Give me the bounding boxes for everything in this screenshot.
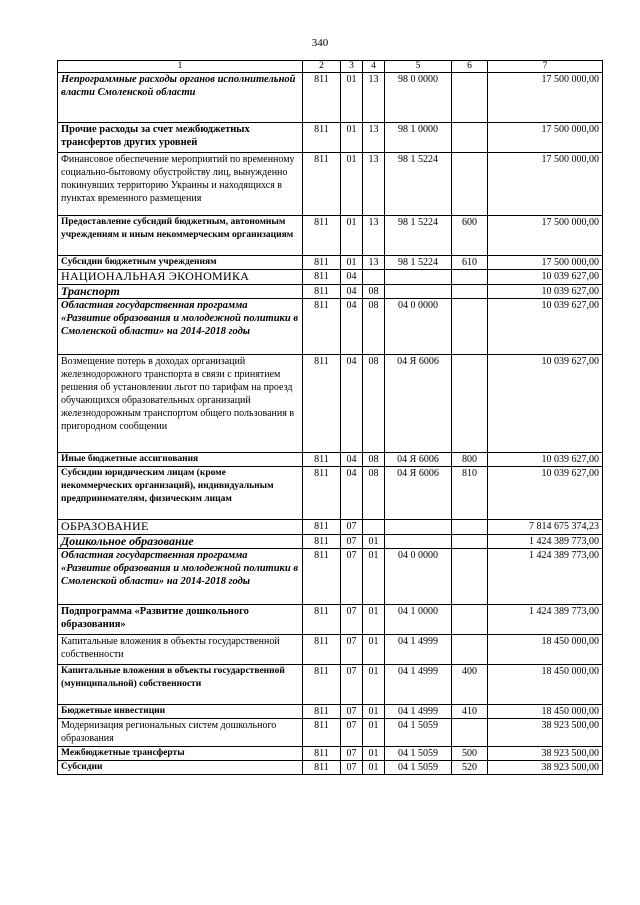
table-row bbox=[58, 520, 603, 535]
row-name-cell: Областная государственная программа «Развитие образования и молодежной политики в Смоленской области» на 2014-2018 годы bbox=[58, 549, 303, 605]
row-subsection-cell: 01 bbox=[363, 761, 385, 775]
row-section-cell: 04 bbox=[341, 453, 363, 467]
row-target-code-cell: 04 1 0000 bbox=[385, 605, 452, 635]
table-row bbox=[58, 605, 603, 635]
row-section-cell: 07 bbox=[341, 747, 363, 761]
row-admin-code-cell: 811 bbox=[303, 665, 341, 705]
row-admin-code-cell: 811 bbox=[303, 123, 341, 153]
row-section-cell: 01 bbox=[341, 73, 363, 123]
table-header-row bbox=[58, 61, 603, 73]
row-admin-code-cell: 811 bbox=[303, 705, 341, 719]
row-name-cell: Субсидии юридическим лицам (кроме некоммерческих организаций), индивидуальным предпринимателям, физическим лицам bbox=[58, 467, 303, 520]
header-cell: 2 bbox=[303, 61, 341, 73]
row-target-code-cell bbox=[385, 535, 452, 549]
row-expense-type-cell: 520 bbox=[452, 761, 488, 775]
table-row bbox=[58, 270, 603, 285]
row-expense-type-cell bbox=[452, 520, 488, 535]
budget-table bbox=[57, 60, 603, 775]
row-section-cell: 01 bbox=[341, 216, 363, 256]
row-expense-type-cell bbox=[452, 605, 488, 635]
row-name-cell: Бюджетные инвестиции bbox=[58, 705, 303, 719]
row-subsection-cell: 01 bbox=[363, 747, 385, 761]
row-name-cell: Предоставление субсидий бюджетным, автономным учреждениям и иным некоммерческим организациям bbox=[58, 216, 303, 256]
row-amount-cell: 17 500 000,00 bbox=[488, 256, 603, 270]
row-target-code-cell: 04 Я 6006 bbox=[385, 467, 452, 520]
row-section-cell: 04 bbox=[341, 299, 363, 355]
row-section-cell: 01 bbox=[341, 256, 363, 270]
row-section-cell: 07 bbox=[341, 605, 363, 635]
row-name-cell: Прочие расходы за счет межбюджетных трансфертов других уровней bbox=[58, 123, 303, 153]
row-amount-cell: 38 923 500,00 bbox=[488, 747, 603, 761]
row-admin-code-cell: 811 bbox=[303, 747, 341, 761]
row-admin-code-cell: 811 bbox=[303, 635, 341, 665]
row-name-cell: Непрограммные расходы органов исполнительной власти Смоленской области bbox=[58, 73, 303, 123]
row-name-cell: Капитальные вложения в объекты государственной (муниципальной) собственности bbox=[58, 665, 303, 705]
row-expense-type-cell bbox=[452, 635, 488, 665]
header-cell: 3 bbox=[341, 61, 363, 73]
row-target-code-cell: 98 0 0000 bbox=[385, 73, 452, 123]
row-admin-code-cell: 811 bbox=[303, 605, 341, 635]
row-expense-type-cell: 800 bbox=[452, 453, 488, 467]
row-amount-cell: 38 923 500,00 bbox=[488, 719, 603, 747]
row-target-code-cell: 04 1 5059 bbox=[385, 761, 452, 775]
row-amount-cell: 18 450 000,00 bbox=[488, 635, 603, 665]
row-admin-code-cell: 811 bbox=[303, 535, 341, 549]
row-target-code-cell: 04 Я 6006 bbox=[385, 355, 452, 453]
row-amount-cell: 10 039 627,00 bbox=[488, 467, 603, 520]
row-target-code-cell: 98 1 0000 bbox=[385, 123, 452, 153]
row-expense-type-cell bbox=[452, 299, 488, 355]
table-row bbox=[58, 719, 603, 747]
row-subsection-cell: 13 bbox=[363, 123, 385, 153]
row-section-cell: 07 bbox=[341, 719, 363, 747]
row-amount-cell: 10 039 627,00 bbox=[488, 453, 603, 467]
row-section-cell: 07 bbox=[341, 535, 363, 549]
row-admin-code-cell: 811 bbox=[303, 153, 341, 216]
row-section-cell: 04 bbox=[341, 285, 363, 299]
table-row bbox=[58, 747, 603, 761]
row-expense-type-cell bbox=[452, 535, 488, 549]
table-row bbox=[58, 665, 603, 705]
row-name-cell: НАЦИОНАЛЬНАЯ ЭКОНОМИКА bbox=[58, 270, 303, 285]
page-number: 340 bbox=[311, 37, 329, 49]
table-row bbox=[58, 355, 603, 453]
table-row bbox=[58, 453, 603, 467]
row-target-code-cell: 04 1 5059 bbox=[385, 747, 452, 761]
row-section-cell: 07 bbox=[341, 665, 363, 705]
row-section-cell: 07 bbox=[341, 635, 363, 665]
row-target-code-cell: 04 Я 6006 bbox=[385, 453, 452, 467]
row-section-cell: 04 bbox=[341, 467, 363, 520]
table-row bbox=[58, 216, 603, 256]
table-row bbox=[58, 153, 603, 216]
row-amount-cell: 1 424 389 773,00 bbox=[488, 605, 603, 635]
row-subsection-cell bbox=[363, 270, 385, 285]
row-admin-code-cell: 811 bbox=[303, 299, 341, 355]
row-target-code-cell: 04 1 5059 bbox=[385, 719, 452, 747]
row-amount-cell: 10 039 627,00 bbox=[488, 299, 603, 355]
table-row bbox=[58, 73, 603, 123]
row-amount-cell: 1 424 389 773,00 bbox=[488, 549, 603, 605]
header-cell: 4 bbox=[363, 61, 385, 73]
table-row bbox=[58, 761, 603, 775]
row-subsection-cell: 01 bbox=[363, 719, 385, 747]
header-cell: 5 bbox=[385, 61, 452, 73]
row-target-code-cell: 04 0 0000 bbox=[385, 549, 452, 605]
row-admin-code-cell: 811 bbox=[303, 256, 341, 270]
row-name-cell: Транспорт bbox=[58, 285, 303, 299]
row-subsection-cell bbox=[363, 520, 385, 535]
row-amount-cell: 17 500 000,00 bbox=[488, 123, 603, 153]
row-admin-code-cell: 811 bbox=[303, 549, 341, 605]
row-amount-cell: 38 923 500,00 bbox=[488, 761, 603, 775]
row-amount-cell: 17 500 000,00 bbox=[488, 73, 603, 123]
row-section-cell: 04 bbox=[341, 270, 363, 285]
row-amount-cell: 17 500 000,00 bbox=[488, 216, 603, 256]
row-name-cell: Финансовое обеспечение мероприятий по временному социально-бытовому обустройству лиц, вынужденно покинувших территорию Украины и находящихся в пунктах временного размещения bbox=[58, 153, 303, 216]
row-amount-cell: 7 814 675 374,23 bbox=[488, 520, 603, 535]
header-cell: 1 bbox=[58, 61, 303, 73]
row-amount-cell: 10 039 627,00 bbox=[488, 270, 603, 285]
row-name-cell: Областная государственная программа «Развитие образования и молодежной политики в Смоленской области» на 2014-2018 годы bbox=[58, 299, 303, 355]
row-amount-cell: 10 039 627,00 bbox=[488, 355, 603, 453]
row-target-code-cell: 98 1 5224 bbox=[385, 256, 452, 270]
row-name-cell: Межбюджетные трансферты bbox=[58, 747, 303, 761]
row-subsection-cell: 01 bbox=[363, 549, 385, 605]
row-target-code-cell: 04 0 0000 bbox=[385, 299, 452, 355]
row-expense-type-cell bbox=[452, 285, 488, 299]
row-amount-cell: 17 500 000,00 bbox=[488, 153, 603, 216]
table-row bbox=[58, 285, 603, 299]
table-row bbox=[58, 549, 603, 605]
row-subsection-cell: 08 bbox=[363, 299, 385, 355]
row-name-cell: Дошкольное образование bbox=[58, 535, 303, 549]
row-target-code-cell: 04 1 4999 bbox=[385, 635, 452, 665]
row-subsection-cell: 01 bbox=[363, 605, 385, 635]
row-subsection-cell: 13 bbox=[363, 73, 385, 123]
table-row bbox=[58, 535, 603, 549]
row-section-cell: 01 bbox=[341, 123, 363, 153]
row-target-code-cell bbox=[385, 520, 452, 535]
row-name-cell: Капитальные вложения в объекты государственной собственности bbox=[58, 635, 303, 665]
row-target-code-cell: 98 1 5224 bbox=[385, 216, 452, 256]
row-name-cell: Иные бюджетные ассигнования bbox=[58, 453, 303, 467]
row-section-cell: 04 bbox=[341, 355, 363, 453]
row-expense-type-cell: 600 bbox=[452, 216, 488, 256]
table-row bbox=[58, 635, 603, 665]
row-subsection-cell: 01 bbox=[363, 635, 385, 665]
row-subsection-cell: 08 bbox=[363, 285, 385, 299]
row-target-code-cell: 04 1 4999 bbox=[385, 665, 452, 705]
row-expense-type-cell bbox=[452, 549, 488, 605]
row-name-cell: Субсидии бюджетным учреждениям bbox=[58, 256, 303, 270]
row-expense-type-cell: 410 bbox=[452, 705, 488, 719]
row-target-code-cell bbox=[385, 285, 452, 299]
table-row bbox=[58, 467, 603, 520]
row-amount-cell: 18 450 000,00 bbox=[488, 665, 603, 705]
row-section-cell: 07 bbox=[341, 761, 363, 775]
row-expense-type-cell bbox=[452, 73, 488, 123]
row-subsection-cell: 13 bbox=[363, 153, 385, 216]
row-expense-type-cell: 810 bbox=[452, 467, 488, 520]
row-admin-code-cell: 811 bbox=[303, 719, 341, 747]
row-subsection-cell: 01 bbox=[363, 535, 385, 549]
row-expense-type-cell: 610 bbox=[452, 256, 488, 270]
row-admin-code-cell: 811 bbox=[303, 216, 341, 256]
row-subsection-cell: 13 bbox=[363, 216, 385, 256]
row-admin-code-cell: 811 bbox=[303, 520, 341, 535]
row-section-cell: 07 bbox=[341, 549, 363, 605]
row-admin-code-cell: 811 bbox=[303, 270, 341, 285]
row-subsection-cell: 08 bbox=[363, 355, 385, 453]
row-admin-code-cell: 811 bbox=[303, 761, 341, 775]
row-subsection-cell: 01 bbox=[363, 665, 385, 705]
row-name-cell: Возмещение потерь в доходах организаций железнодорожного транспорта в связи с принятием решения об установлении льгот по тарифам на проезд обучающихся образовательных организаций железнодорожным транспортом общего пользования в пригородном сообщении bbox=[58, 355, 303, 453]
row-amount-cell: 10 039 627,00 bbox=[488, 285, 603, 299]
header-cell: 6 bbox=[452, 61, 488, 73]
row-expense-type-cell: 400 bbox=[452, 665, 488, 705]
row-expense-type-cell: 500 bbox=[452, 747, 488, 761]
row-section-cell: 01 bbox=[341, 153, 363, 216]
table-row bbox=[58, 299, 603, 355]
row-expense-type-cell bbox=[452, 123, 488, 153]
row-expense-type-cell bbox=[452, 153, 488, 216]
row-amount-cell: 1 424 389 773,00 bbox=[488, 535, 603, 549]
row-expense-type-cell bbox=[452, 719, 488, 747]
table-row bbox=[58, 705, 603, 719]
row-subsection-cell: 13 bbox=[363, 256, 385, 270]
row-target-code-cell bbox=[385, 270, 452, 285]
row-subsection-cell: 01 bbox=[363, 705, 385, 719]
row-name-cell: ОБРАЗОВАНИЕ bbox=[58, 520, 303, 535]
table-row bbox=[58, 123, 603, 153]
row-section-cell: 07 bbox=[341, 705, 363, 719]
row-admin-code-cell: 811 bbox=[303, 453, 341, 467]
row-subsection-cell: 08 bbox=[363, 453, 385, 467]
row-target-code-cell: 04 1 4999 bbox=[385, 705, 452, 719]
row-subsection-cell: 08 bbox=[363, 467, 385, 520]
row-admin-code-cell: 811 bbox=[303, 73, 341, 123]
row-target-code-cell: 98 1 5224 bbox=[385, 153, 452, 216]
header-cell: 7 bbox=[488, 61, 603, 73]
row-expense-type-cell bbox=[452, 355, 488, 453]
row-amount-cell: 18 450 000,00 bbox=[488, 705, 603, 719]
row-section-cell: 07 bbox=[341, 520, 363, 535]
row-name-cell: Модернизация региональных систем дошкольного образования bbox=[58, 719, 303, 747]
row-admin-code-cell: 811 bbox=[303, 355, 341, 453]
row-admin-code-cell: 811 bbox=[303, 467, 341, 520]
row-expense-type-cell bbox=[452, 270, 488, 285]
row-name-cell: Субсидии bbox=[58, 761, 303, 775]
table-row bbox=[58, 256, 603, 270]
row-admin-code-cell: 811 bbox=[303, 285, 341, 299]
row-name-cell: Подпрограмма «Развитие дошкольного образования» bbox=[58, 605, 303, 635]
